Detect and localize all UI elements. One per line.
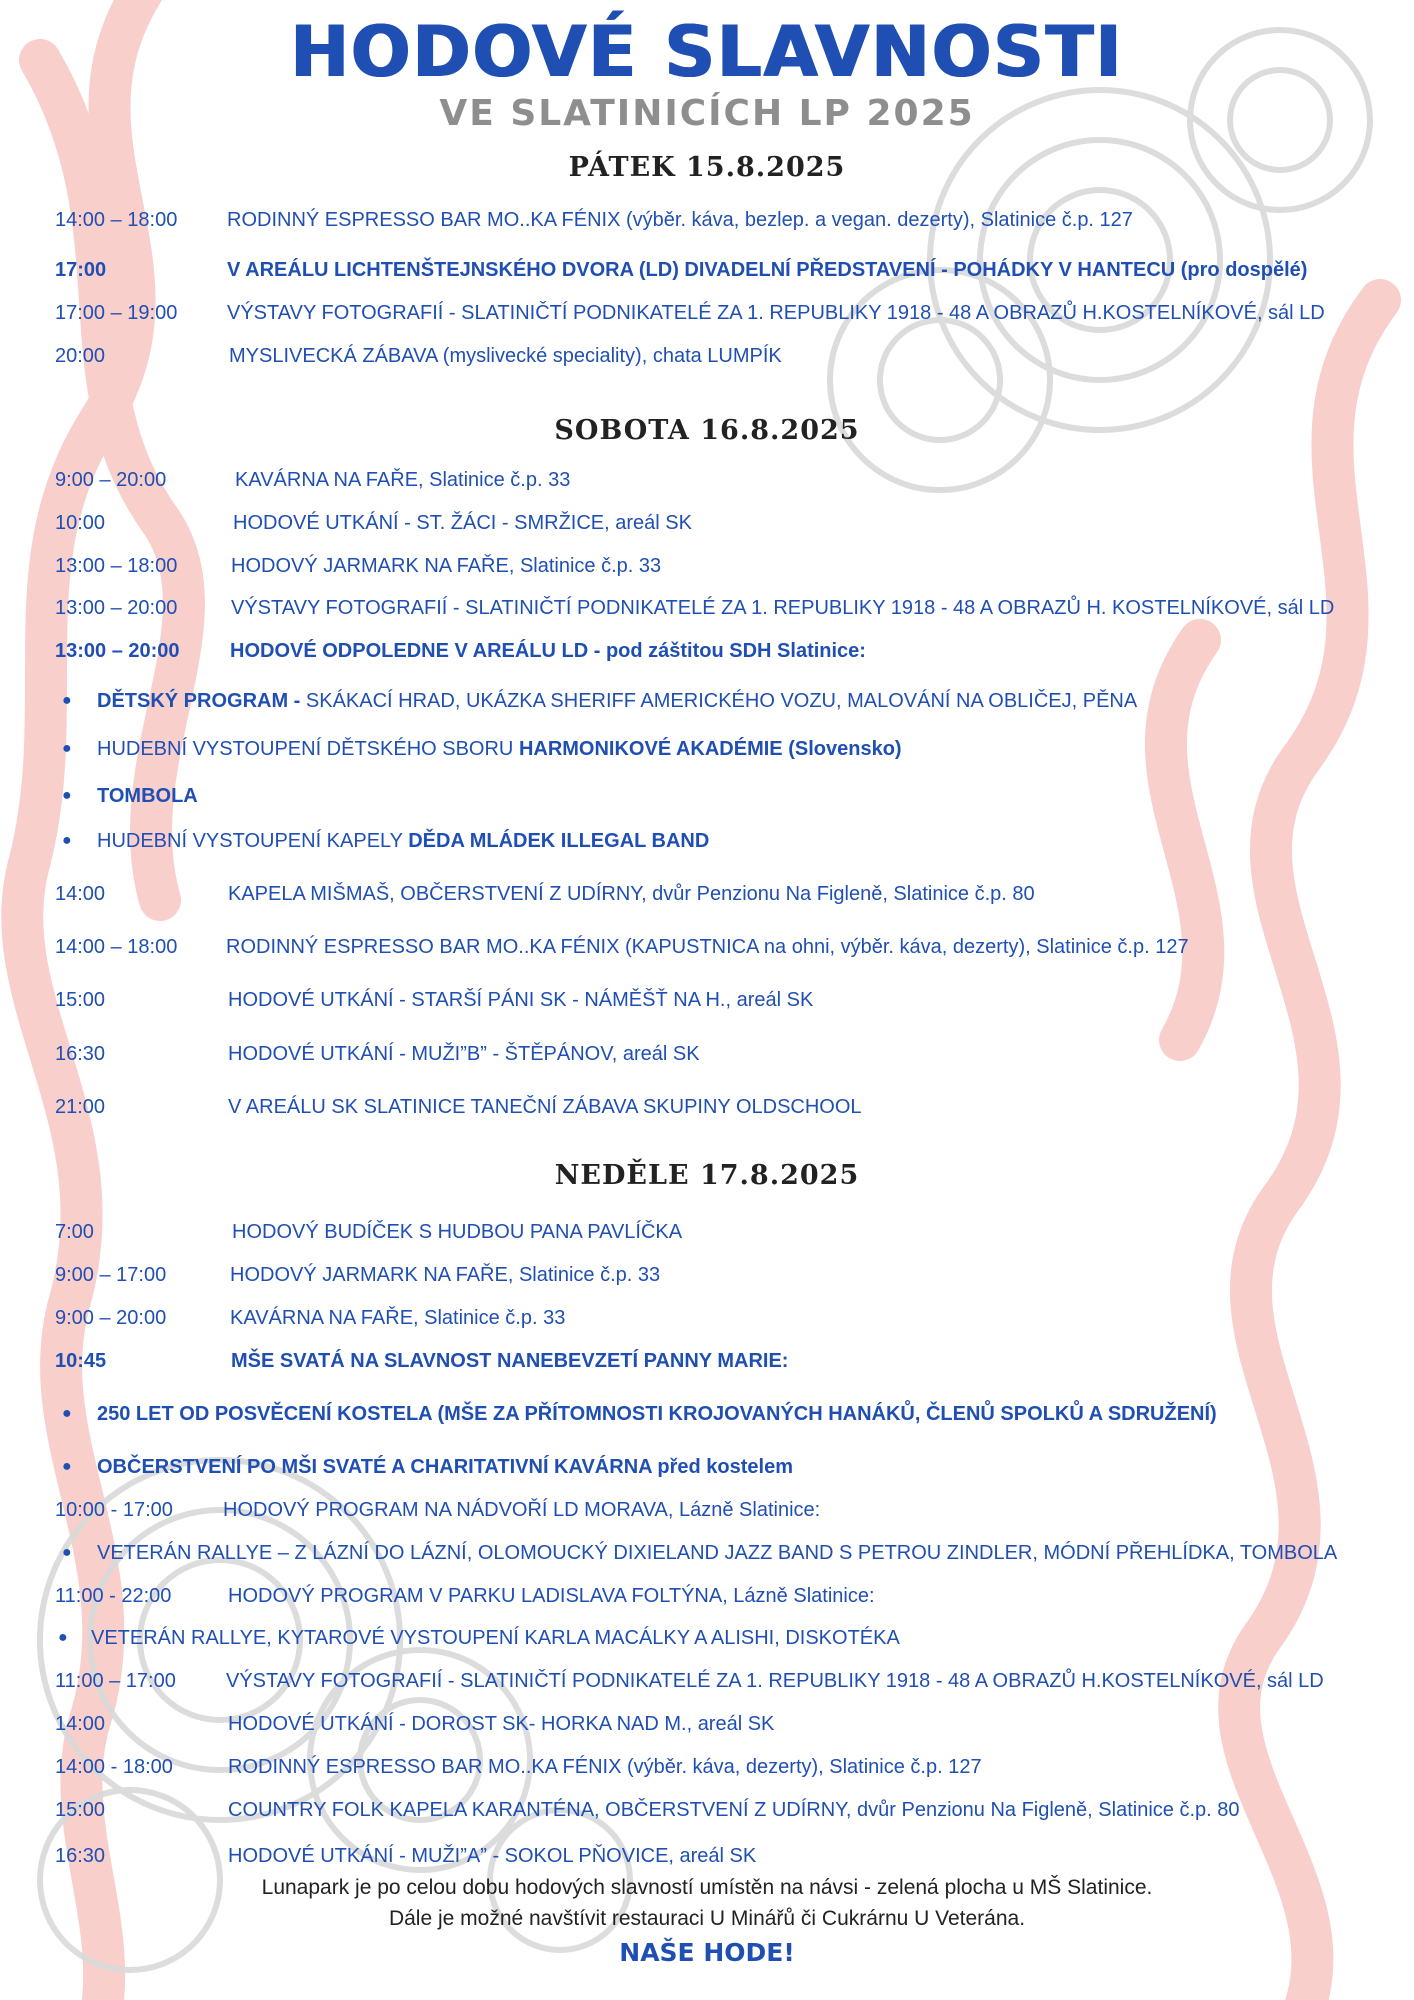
row-text: RODINNÝ ESPRESSO BAR MO..KA FÉNIX (výběr. káva, bezlep. a vegan. dezerty), Slatinice č.p. 127 xyxy=(227,209,1133,231)
bullet-icon: ● xyxy=(62,1458,72,1475)
list-item-text: DĚTSKÝ PROGRAM - SKÁKACÍ HRAD, UKÁZKA SHERIFF AMERICKÉHO VOZU, MALOVÁNÍ NA OBLIČEJ, PĚNA xyxy=(97,690,1138,712)
bullet-icon: ● xyxy=(62,1544,72,1561)
row-time: 16:30 xyxy=(55,1845,106,1867)
row-time: 15:00 xyxy=(55,989,106,1011)
row-text: HODOVÉ UTKÁNÍ - ST. ŽÁCI - SMRŽICE, areál SK xyxy=(233,512,692,534)
list-item-text: VETERÁN RALLYE – Z LÁZNÍ DO LÁZNÍ, OLOMOUCKÝ DIXIELAND JAZZ BAND S PETROU ZINDLER, MÓDNÍ PŘEHLÍDKA, TOMBOLA xyxy=(97,1542,1338,1564)
row-text: MYSLIVECKÁ ZÁBAVA (myslivecké speciality), chata LUMPÍK xyxy=(229,345,782,367)
closing-slogan: NAŠE HODE! xyxy=(619,1938,795,1967)
row-text: KAPELA MIŠMAŠ, OBČERSTVENÍ Z UDÍRNY, dvůr Penzionu Na Figleně, Slatinice č.p. 80 xyxy=(228,883,1035,905)
poster-subtitle: VE SLATINICÍCH LP 2025 xyxy=(439,93,975,134)
list-item-text: VETERÁN RALLYE, KYTAROVÉ VYSTOUPENÍ KARLA MACÁLKY A ALISHI, DISKOTÉKA xyxy=(91,1627,900,1649)
row-time: 17:00 xyxy=(55,259,107,281)
row-time: 10:45 xyxy=(55,1350,107,1372)
row-text: KAVÁRNA NA FAŘE, Slatinice č.p. 33 xyxy=(235,469,571,491)
footer-note: Dále je možné navštívit restauraci U Minářů či Cukrárnu U Veterána. xyxy=(388,1907,1026,1930)
row-text: HODOVÉ ODPOLEDNE V AREÁLU LD - pod záštitou SDH Slatinice: xyxy=(230,640,866,662)
row-text: V AREÁLU LICHTENŠTEJNSKÉHO DVORA (LD) DIVADELNÍ PŘEDSTAVENÍ - POHÁDKY V HANTECU (pro dospělé) xyxy=(227,259,1308,281)
row-text: HODOVÝ PROGRAM NA NÁDVOŘÍ LD MORAVA, Lázně Slatinice: xyxy=(223,1499,821,1521)
saturday-heading: SOBOTA 16.8.2025 xyxy=(554,415,860,446)
row-time: 10:00 xyxy=(55,512,106,534)
bullet-icon: ● xyxy=(62,787,72,804)
row-time: 13:00 – 20:00 xyxy=(55,597,178,619)
bullet-icon: ● xyxy=(58,1629,68,1646)
row-text: VÝSTAVY FOTOGRAFIÍ - SLATINIČTÍ PODNIKATELÉ ZA 1. REPUBLIKY 1918 - 48 A OBRAZŮ H.KOSTELNÍKOVÉ, sál LD xyxy=(226,1670,1324,1692)
sunday-heading: NEDĚLE 17.8.2025 xyxy=(554,1160,860,1191)
row-time: 21:00 xyxy=(55,1096,106,1118)
list-item-text: 250 LET OD POSVĚCENÍ KOSTELA (MŠE ZA PŘÍTOMNOSTI KROJOVANÝCH HANÁKŮ, ČLENŮ SPOLKŮ A SDRUŽENÍ) xyxy=(97,1403,1217,1425)
row-text: HODOVÝ BUDÍČEK S HUDBOU PANA PAVLÍČKA xyxy=(232,1221,683,1243)
friday-heading: PÁTEK 15.8.2025 xyxy=(568,152,846,183)
row-time: 9:00 – 20:00 xyxy=(55,469,167,491)
bullet-icon: ● xyxy=(62,740,72,757)
row-time: 10:00 - 17:00 xyxy=(55,1499,173,1521)
row-text: HODOVÉ UTKÁNÍ - MUŽI”A” - SOKOL PŇOVICE, areál SK xyxy=(228,1845,757,1867)
bullet-icon: ● xyxy=(62,832,72,849)
row-time: 14:00 xyxy=(55,1713,106,1735)
row-text: HODOVÝ JARMARK NA FAŘE, Slatinice č.p. 33 xyxy=(230,1264,661,1286)
row-text: VÝSTAVY FOTOGRAFIÍ - SLATINIČTÍ PODNIKATELÉ ZA 1. REPUBLIKY 1918 - 48 A OBRAZŮ H.KOSTELNÍKOVÉ, sál LD xyxy=(227,302,1325,324)
row-text: VÝSTAVY FOTOGRAFIÍ - SLATINIČTÍ PODNIKATELÉ ZA 1. REPUBLIKY 1918 - 48 A OBRAZŮ H. KOSTELNÍKOVÉ, sál LD xyxy=(231,597,1335,619)
row-text: COUNTRY FOLK KAPELA KARANTÉNA, OBČERSTVENÍ Z UDÍRNY, dvůr Penzionu Na Figleně, Slatinice č.p. 80 xyxy=(228,1799,1240,1821)
poster-title: HODOVÉ SLAVNOSTI xyxy=(290,11,1124,93)
row-time: 11:00 – 17:00 xyxy=(55,1670,176,1692)
row-time: 14:00 - 18:00 xyxy=(55,1756,173,1778)
row-time: 15:00 xyxy=(55,1799,106,1821)
row-text: KAVÁRNA NA FAŘE, Slatinice č.p. 33 xyxy=(230,1307,566,1329)
row-text: HODOVÝ JARMARK NA FAŘE, Slatinice č.p. 33 xyxy=(231,555,662,577)
row-time: 14:00 – 18:00 xyxy=(55,209,178,231)
row-text: HODOVÉ UTKÁNÍ - MUŽI”B” - ŠTĚPÁNOV, areál SK xyxy=(228,1043,700,1065)
row-text: RODINNÝ ESPRESSO BAR MO..KA FÉNIX (KAPUSTNICA na ohni, výběr. káva, dezerty), Slatinice č.p. 127 xyxy=(226,936,1189,958)
list-item-text: TOMBOLA xyxy=(97,785,198,807)
row-time: 9:00 – 20:00 xyxy=(55,1307,167,1329)
row-time: 9:00 – 17:00 xyxy=(55,1264,167,1286)
list-item-text: HUDEBNÍ VYSTOUPENÍ DĚTSKÉHO SBORU HARMONIKOVÉ AKADÉMIE (Slovensko) xyxy=(97,738,902,760)
row-time: 14:00 – 18:00 xyxy=(55,936,178,958)
footer-note: Lunapark je po celou dobu hodových slavností umístěn na návsi - zelená plocha u MŠ Slatinice. xyxy=(261,1876,1153,1899)
list-item-text: HUDEBNÍ VYSTOUPENÍ KAPELY DĚDA MLÁDEK ILLEGAL BAND xyxy=(97,830,710,852)
row-time: 13:00 – 18:00 xyxy=(55,555,178,577)
row-time: 17:00 – 19:00 xyxy=(55,302,178,324)
row-text: HODOVÉ UTKÁNÍ - STARŠÍ PÁNI SK - NÁMĚŠŤ NA H., areál SK xyxy=(228,989,814,1011)
row-time: 7:00 xyxy=(55,1221,94,1243)
row-time: 11:00 - 22:00 xyxy=(55,1585,172,1607)
row-text: HODOVÝ PROGRAM V PARKU LADISLAVA FOLTÝNA, Lázně Slatinice: xyxy=(228,1585,875,1607)
bullet-icon: ● xyxy=(62,692,72,709)
bullet-icon: ● xyxy=(62,1405,72,1422)
row-text: HODOVÉ UTKÁNÍ - DOROST SK- HORKA NAD M., areál SK xyxy=(228,1713,775,1735)
row-text: V AREÁLU SK SLATINICE TANEČNÍ ZÁBAVA SKUPINY OLDSCHOOL xyxy=(228,1096,862,1118)
row-time: 14:00 xyxy=(55,883,106,905)
row-time: 13:00 – 20:00 xyxy=(55,640,180,662)
row-text: MŠE SVATÁ NA SLAVNOST NANEBEVZETÍ PANNY MARIE: xyxy=(231,1350,789,1372)
list-item-text: OBČERSTVENÍ PO MŠI SVATÉ A CHARITATIVNÍ KAVÁRNA před kostelem xyxy=(97,1456,793,1478)
row-time: 16:30 xyxy=(55,1043,106,1065)
row-time: 20:00 xyxy=(55,345,106,367)
row-text: RODINNÝ ESPRESSO BAR MO..KA FÉNIX (výběr. káva, dezerty), Slatinice č.p. 127 xyxy=(228,1756,982,1778)
